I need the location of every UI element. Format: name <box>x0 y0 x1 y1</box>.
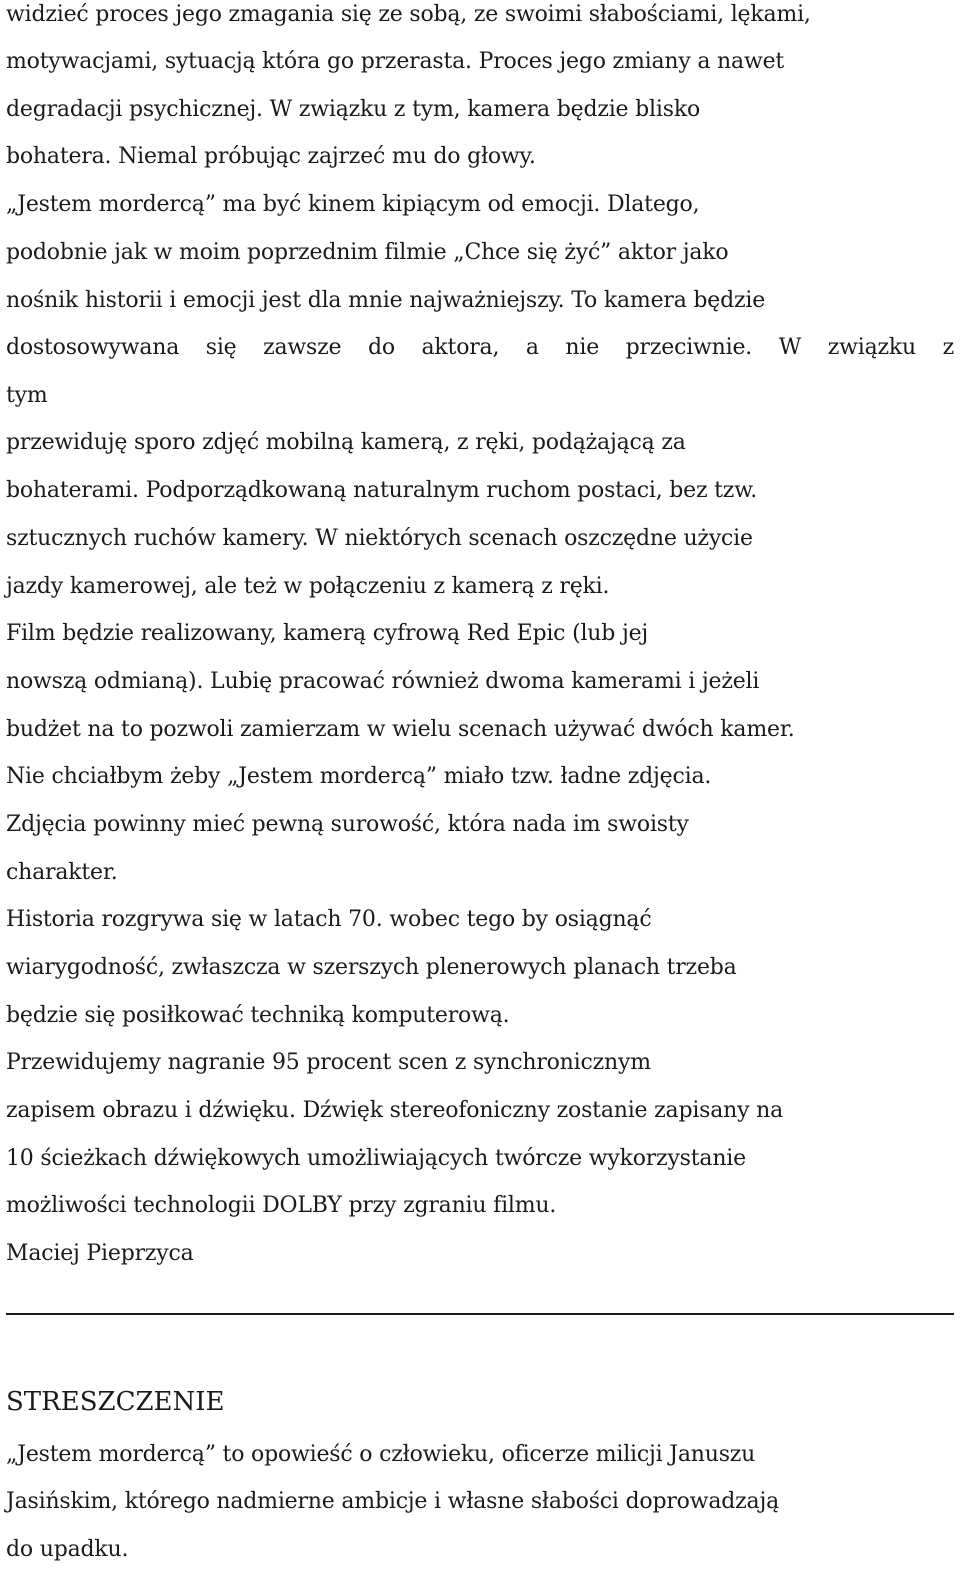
body-line: Przewidujemy nagranie 95 procent scen z synchronicznym <box>6 1050 651 1075</box>
body-line: sztucznych ruchów kamery. W niektórych scenach oszczędne użycie <box>6 526 753 551</box>
summary-line: „Jestem mordercą” to opowieść o człowieku, oficerze milicji Januszu <box>6 1442 756 1467</box>
body-line: przewiduję sporo zdjęć mobilną kamerą, z ręki, podążającą za <box>6 430 686 455</box>
body-line: Film będzie realizowany, kamerą cyfrową Red Epic (lub jej <box>6 621 649 646</box>
body-line: nośnik historii i emocji jest dla mnie najważniejszy. To kamera będzie <box>6 288 766 313</box>
body-line: charakter. <box>6 860 118 885</box>
horizontal-divider <box>6 1313 954 1315</box>
body-line: widzieć proces jego zmagania się ze sobą, ze swoimi słabościami, lękami, <box>6 2 811 27</box>
author-signature: Maciej Pieprzyca <box>6 1241 194 1266</box>
summary-line: Jasińskim, którego nadmierne ambicje i własne słabości doprowadzają <box>6 1489 779 1514</box>
body-line: Nie chciałbym żeby „Jestem mordercą” miało tzw. ładne zdjęcia. <box>6 764 712 789</box>
body-line: bohatera. Niemal próbując zajrzeć mu do głowy. <box>6 144 536 169</box>
body-line: jazdy kamerowej, ale też w połączeniu z kamerą z ręki. <box>6 574 610 599</box>
body-line: Zdjęcia powinny mieć pewną surowość, która nada im swoisty <box>6 812 689 837</box>
section-heading: STRESZCZENIE <box>6 1387 225 1417</box>
body-line: dostosowywana się zawsze do aktora, a nie przeciwnie. W związku z <box>6 335 954 360</box>
body-line: tym <box>6 383 48 408</box>
body-line: podobnie jak w moim poprzednim filmie „Chce się żyć” aktor jako <box>6 240 729 265</box>
body-line: możliwości technologii DOLBY przy zgraniu filmu. <box>6 1193 557 1218</box>
body-line: zapisem obrazu i dźwięku. Dźwięk stereofoniczny zostanie zapisany na <box>6 1098 784 1123</box>
body-line: będzie się posiłkować techniką komputerową. <box>6 1003 510 1028</box>
summary-line: do upadku. <box>6 1537 129 1562</box>
body-line: nowszą odmianą). Lubię pracować również dwoma kamerami i jeżeli <box>6 669 760 694</box>
body-line: wiarygodność, zwłaszcza w szerszych plenerowych planach trzeba <box>6 955 737 980</box>
body-line: Historia rozgrywa się w latach 70. wobec tego by osiągnąć <box>6 907 652 932</box>
body-line: motywacjami, sytuacją która go przerasta. Proces jego zmiany a nawet <box>6 49 785 74</box>
body-line: budżet na to pozwoli zamierzam w wielu scenach używać dwóch kamer. <box>6 717 795 742</box>
body-line: degradacji psychicznej. W związku z tym, kamera będzie blisko <box>6 97 700 122</box>
body-line: bohaterami. Podporządkowaną naturalnym ruchom postaci, bez tzw. <box>6 478 758 503</box>
body-line: „Jestem mordercą” ma być kinem kipiącym od emocji. Dlatego, <box>6 192 700 217</box>
body-line: 10 ścieżkach dźwiękowych umożliwiających twórcze wykorzystanie <box>6 1146 746 1171</box>
